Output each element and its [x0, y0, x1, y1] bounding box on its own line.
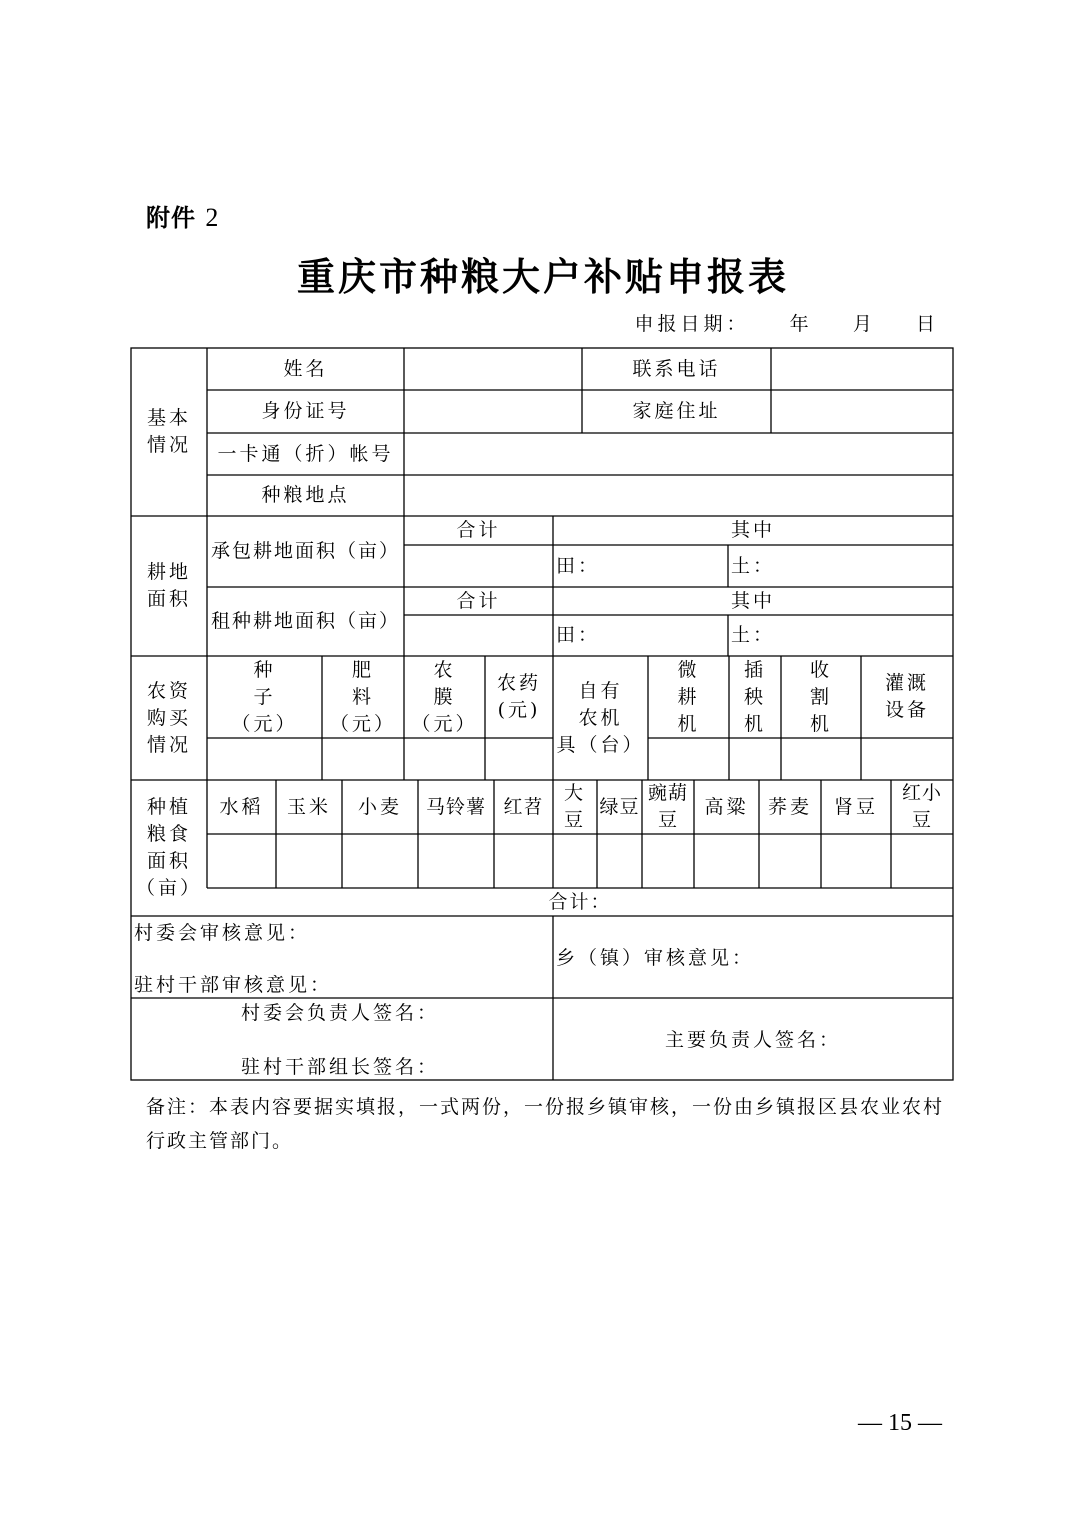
lease-total-label: 合计: [456, 589, 501, 612]
seed-field[interactable]: [207, 738, 322, 780]
crop-sorghum-field[interactable]: [694, 834, 759, 888]
account-label: 一卡通（折）帐号: [217, 442, 394, 465]
location-field[interactable]: [404, 475, 953, 516]
lease-soil-label[interactable]: 土：: [731, 624, 776, 646]
fertilizer-label: 肥 料 （元）: [329, 658, 396, 735]
crop-kidney-bean-field[interactable]: [821, 834, 891, 888]
lease-field-label[interactable]: 田：: [556, 624, 601, 646]
crop-wheat-field[interactable]: [342, 834, 418, 888]
contract-field-label[interactable]: 田：: [556, 554, 601, 577]
report-date: 申报日期： 年 月 日: [634, 313, 939, 335]
lease-total-field[interactable]: [404, 615, 553, 656]
micro-tiller-field[interactable]: [648, 738, 729, 780]
account-field[interactable]: [404, 433, 953, 475]
location-label: 种粮地点: [261, 484, 350, 506]
crop-kidney-bean: 肾豆: [833, 795, 878, 818]
seed-label: 种 子 （元）: [231, 658, 298, 735]
crop-rice-field[interactable]: [207, 834, 276, 888]
section-basic-info: 基本 情况: [146, 407, 191, 456]
contract-soil-label[interactable]: 土：: [731, 554, 776, 577]
contract-of-which-label: 其中: [730, 519, 775, 541]
crop-potato: 马铃薯: [425, 795, 486, 818]
page-number: — 15 —: [858, 1410, 942, 1436]
name-label: 姓名: [283, 357, 328, 380]
transplanter-field[interactable]: [729, 738, 781, 780]
lease-land-label: 租种耕地面积（亩）: [210, 610, 400, 632]
film-label: 农 膜 （元）: [411, 658, 478, 735]
village-review-label: 村委会审核意见：: [134, 921, 311, 944]
village-head-signature-label: 村委会负责人签名：: [240, 1001, 439, 1024]
contract-total-label: 合计: [456, 519, 501, 541]
crop-mung-bean-field[interactable]: [597, 834, 642, 888]
transplanter-label: 插 秧 机: [743, 658, 766, 735]
harvester-label: 收 割 机: [809, 658, 832, 735]
harvester-field[interactable]: [781, 738, 861, 780]
crop-adzuki-bean: 红小 豆: [901, 782, 942, 831]
crop-corn: 玉米: [286, 795, 331, 818]
section-crops: 种植 粮食 面积 （亩）: [135, 796, 202, 899]
remarks-note: 备注：本表内容要据实填报，一式两份，一份报乡镇审核，一份由乡镇报区县农业农村行政主管部门。: [146, 1096, 945, 1152]
pesticide-label: 农药 (元): [496, 672, 541, 721]
crop-wheat: 小麦: [357, 795, 402, 818]
crop-sweet-potato-field[interactable]: [494, 834, 553, 888]
crop-buckwheat-field[interactable]: [759, 834, 821, 888]
crop-potato-field[interactable]: [418, 834, 494, 888]
crop-sorghum: 高粱: [704, 795, 749, 818]
fertilizer-field[interactable]: [322, 738, 404, 780]
crop-adzuki-bean-field[interactable]: [891, 834, 953, 888]
section-materials: 农资 购买 情况: [146, 679, 191, 756]
irrigation-label: 灌溉 设备: [884, 672, 929, 721]
cadre-review-label: 驻村干部审核意见：: [134, 973, 333, 996]
machinery-label: 自有 农机 具（台）: [556, 679, 645, 756]
address-field[interactable]: [771, 390, 953, 433]
contract-land-label: 承包耕地面积（亩）: [210, 540, 400, 562]
crops-total-label[interactable]: 合计：: [548, 890, 612, 913]
crop-buckwheat: 荞麦: [767, 795, 812, 818]
attachment-text: 附件: [146, 204, 196, 232]
contract-total-field[interactable]: [404, 545, 553, 587]
address-label: 家庭住址: [632, 400, 721, 422]
crop-pea-bean-field[interactable]: [642, 834, 694, 888]
crop-rice: 水稻: [219, 795, 264, 818]
micro-tiller-label: 微 耕 机: [677, 658, 700, 735]
main-head-signature-label: 主要负责人签名：: [664, 1028, 841, 1051]
crop-corn-field[interactable]: [276, 834, 342, 888]
film-field[interactable]: [404, 738, 485, 780]
attachment-number: 2: [205, 203, 220, 232]
crop-sweet-potato: 红苕: [503, 795, 544, 818]
crop-pea-bean: 豌葫 豆: [647, 782, 688, 831]
crop-soybean-field[interactable]: [553, 834, 597, 888]
id-number-field[interactable]: [404, 390, 582, 433]
township-review-label: 乡（镇）审核意见：: [556, 946, 755, 969]
phone-label: 联系电话: [632, 357, 721, 380]
pesticide-field[interactable]: [485, 738, 553, 780]
phone-field[interactable]: [771, 348, 953, 390]
crop-soybean: 大 豆: [563, 782, 586, 831]
section-land-area: 耕地 面积: [146, 561, 191, 610]
page-title: 重庆市种粮大户补贴申报表: [296, 254, 789, 299]
cadre-leader-signature-label: 驻村干部组长签名：: [240, 1055, 439, 1078]
id-number-label: 身份证号: [261, 400, 350, 422]
irrigation-field[interactable]: [861, 738, 953, 780]
crop-mung-bean: 绿豆: [599, 795, 640, 818]
name-field[interactable]: [404, 348, 582, 390]
lease-of-which-label: 其中: [730, 589, 775, 612]
